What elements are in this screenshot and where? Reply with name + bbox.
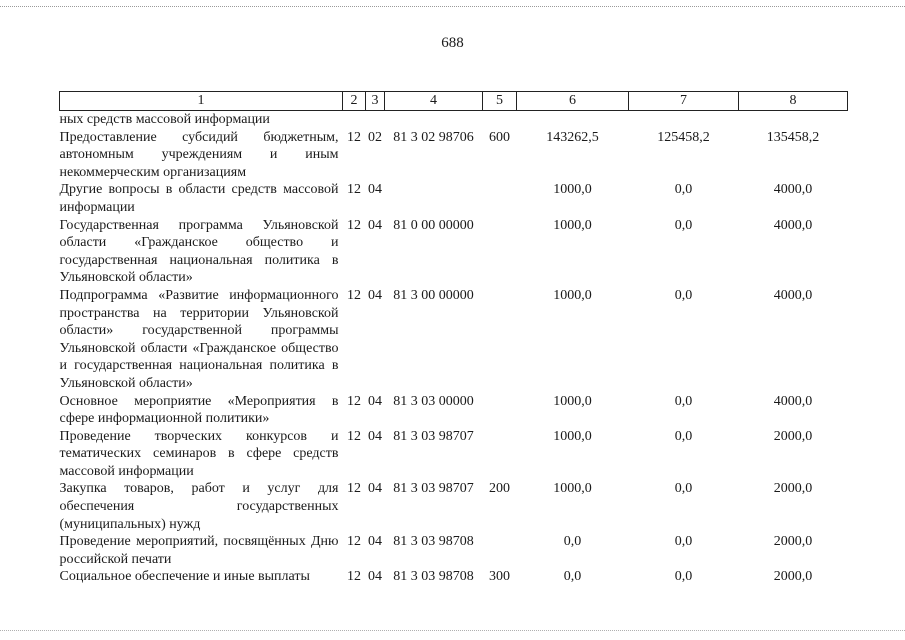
cell-target-code: 81 3 03 98708 [393,569,474,585]
cell-amount: 0,0 [674,217,693,233]
table-row [60,129,848,182]
cell-amount: 0,0 [674,481,693,497]
cell-subsection: 04 [368,481,382,497]
cell-target-code: 81 3 03 00000 [393,393,474,409]
cell-expense-type [483,287,517,393]
cell-expense-type [483,428,517,481]
table-row [60,111,848,129]
row-name: ных средств массовой информации [59,112,270,127]
row-name: Проведение мероприятий, посвящённых Дню российской печати [59,534,339,567]
table-row [60,287,848,393]
budget-table [59,91,848,586]
cell-amount: 1000,0 [553,393,592,409]
cell-amount: 0,0 [674,287,693,303]
cell-amount: 1000,0 [553,428,592,444]
cell-target-code: 81 3 03 98707 [393,481,474,497]
row-name: Предоставление субсидий бюджетным, автономным учреждениям и иным некоммерческим организациям [59,129,339,180]
cell-section: 12 [347,534,361,550]
cell-amount: 1000,0 [553,481,592,497]
cell-amount: 0,0 [674,182,693,198]
cell-amount: 4000,0 [773,182,813,198]
cell-section [343,111,366,129]
cell-section: 12 [347,428,361,444]
column-header: 8 [739,92,848,111]
cell-subsection: 04 [368,393,382,409]
cell-amount [739,111,848,129]
column-header: 4 [385,92,483,111]
cell-target-code [385,181,483,216]
cell-amount: 2000,0 [773,481,813,497]
cell-amount: 125458,2 [657,129,710,145]
cell-amount: 0,0 [674,569,693,585]
cell-expense-type [483,533,517,568]
cell-subsection [366,111,385,129]
cell-target-code [385,111,483,129]
column-header: 1 [60,92,343,111]
row-name: Государственная программа Ульяновской области «Гражданское общество и государственная национальная политика в Ульяновской области» [59,217,339,286]
cell-amount: 135458,2 [766,129,820,145]
cell-subsection: 04 [368,217,382,233]
cell-amount: 2000,0 [773,569,813,585]
row-name: Проведение творческих конкурсов и тематических семинаров в сфере средств массовой информации [59,428,339,479]
cell-expense-type [483,217,517,287]
table-row [60,217,848,287]
row-name: Закупка товаров, работ и услуг для обеспечения государственных (муниципальных) нужд [59,481,339,532]
cell-section: 12 [347,182,361,198]
cell-amount: 143262,5 [546,129,599,145]
cell-subsection: 04 [368,534,382,550]
table-header-row [60,92,848,111]
table-row [60,428,848,481]
column-header: 6 [517,92,629,111]
page-bottom-edge [0,630,905,631]
cell-subsection: 04 [368,569,382,585]
cell-amount: 0,0 [674,534,693,550]
cell-subsection: 04 [368,287,382,303]
cell-section: 12 [347,217,361,233]
cell-target-code: 81 3 02 98706 [393,129,474,145]
cell-expense-type: 300 [489,569,510,585]
page-top-edge [0,6,905,7]
cell-amount [517,111,629,129]
cell-amount: 4000,0 [773,217,813,233]
cell-amount: 1000,0 [553,217,592,233]
cell-amount [629,111,739,129]
cell-section: 12 [347,569,361,585]
cell-expense-type [483,181,517,216]
cell-subsection: 04 [368,428,382,444]
table-row [60,393,848,428]
cell-section: 12 [347,481,361,497]
cell-amount: 1000,0 [553,287,592,303]
cell-expense-type: 600 [489,129,510,145]
cell-target-code: 81 3 03 98708 [393,534,474,550]
column-header: 3 [366,92,385,111]
cell-expense-type [483,111,517,129]
row-name: Социальное обеспечение и иные выплаты [59,569,310,585]
page-number: 688 [441,35,464,51]
table-row [60,568,848,586]
cell-subsection: 02 [368,129,382,145]
table-row [60,181,848,216]
column-header: 2 [343,92,366,111]
cell-section: 12 [347,129,361,145]
row-name: Основное мероприятие «Мероприятия в сфере информационной политики» [59,393,339,427]
cell-target-code: 81 3 03 98707 [393,428,474,444]
cell-section: 12 [347,393,361,409]
table-row [60,533,848,568]
row-name: Подпрограмма «Развитие информационного пространства на территории Ульяновской области» государственной программы Ульяновской области «Гражданское общество и государственная национальная политика в Ульяновской области» [59,287,339,391]
cell-target-code: 81 0 00 00000 [393,217,474,233]
column-header: 5 [483,92,517,111]
cell-subsection: 04 [368,182,382,198]
cell-amount: 0,0 [674,393,693,409]
cell-amount: 2000,0 [773,428,813,444]
cell-section: 12 [347,287,361,303]
cell-amount: 0,0 [563,569,582,585]
cell-amount: 1000,0 [553,182,592,198]
cell-amount: 4000,0 [773,287,813,303]
cell-amount: 0,0 [674,428,693,444]
cell-amount: 2000,0 [773,534,813,550]
column-header: 7 [629,92,739,111]
cell-expense-type: 200 [489,481,510,497]
cell-amount: 0,0 [563,534,582,550]
cell-target-code: 81 3 00 00000 [393,287,474,303]
row-name: Другие вопросы в области средств массовой информации [59,182,339,215]
cell-expense-type [483,393,517,428]
cell-amount: 4000,0 [773,393,813,409]
table-row [60,480,848,533]
